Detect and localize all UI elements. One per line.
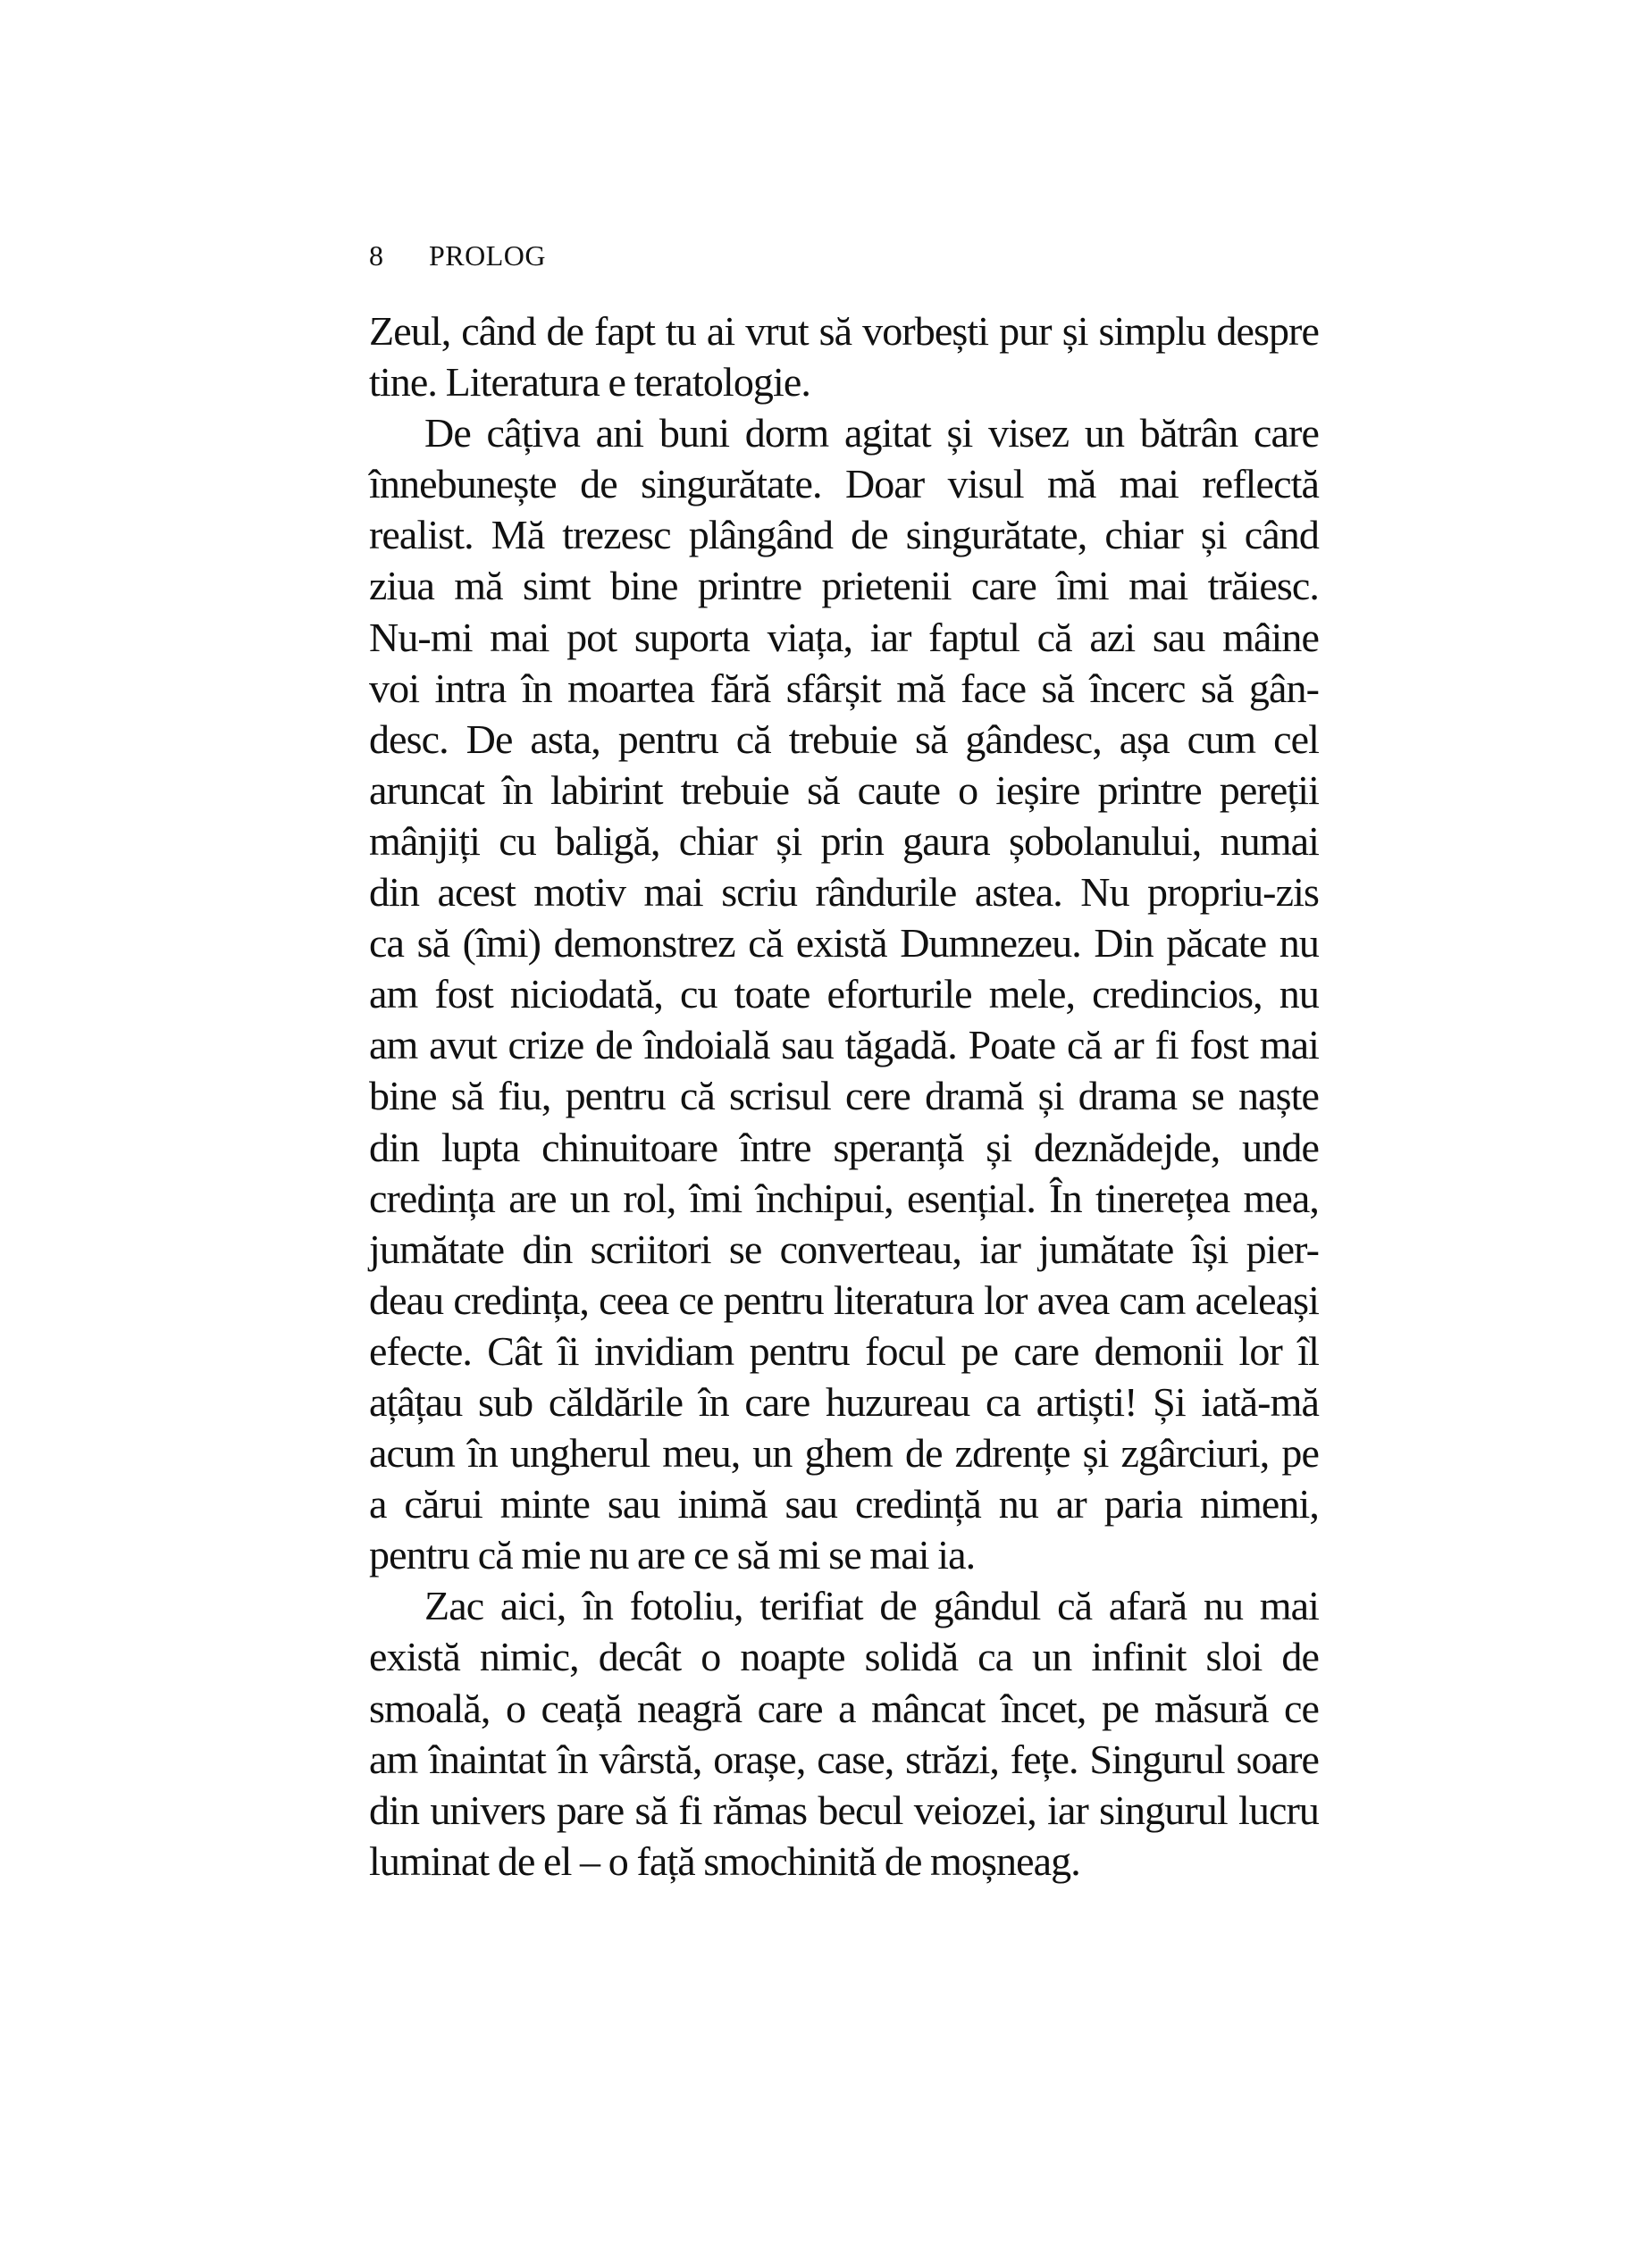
- text-line: din acest motiv mai scriu rândurile astea. Nu propriu-zis: [369, 869, 1319, 916]
- running-head: [369, 239, 546, 272]
- paragraph-2: [369, 407, 1319, 1580]
- text-line: De câțiva ani buni dorm agitat și visez un bătrân care: [424, 410, 1319, 456]
- text-line: pentru că mie nu are ce să mi se mai ia.: [369, 1532, 976, 1578]
- text-line: jumătate din scriitori se converteau, iar jumătate își pier-: [369, 1226, 1319, 1272]
- text-line: din lupta chinuitoare între speranță și deznădejde, unde: [369, 1124, 1319, 1170]
- text-line: acum în ungherul meu, un ghem de zdrențe și zgârciuri, pe: [369, 1430, 1319, 1477]
- text-line: smoală, o ceață neagră care a mâncat încet, pe măsură ce: [369, 1685, 1319, 1731]
- text-line: Zac aici, în fotoliu, terifiat de gândul că afară nu mai: [424, 1583, 1319, 1629]
- text-line: credința are un rol, îmi închipui, esențial. În tinerețea mea,: [369, 1175, 1319, 1221]
- text-line: am fost niciodată, cu toate eforturile mele, credincios, nu: [369, 971, 1319, 1017]
- text-line: mânjiți cu baligă, chiar și prin gaura șobolanului, numai: [369, 817, 1319, 864]
- body-text: [369, 305, 1319, 1887]
- text-line: realist. Mă trezesc plângând de singurătate, chiar și când: [369, 512, 1319, 558]
- text-line: desc. De asta, pentru că trebuie să gândesc, așa cum cel: [369, 716, 1319, 762]
- text-line: voi intra în moartea fără sfârșit mă face să încerc să gân-: [369, 665, 1319, 711]
- chapter-title: PROLOG: [429, 239, 547, 272]
- text-line: înnebunește de singurătate. Doar visul mă mai reflectă: [369, 461, 1319, 507]
- text-line: ziua mă simt bine printre prietenii care îmi mai trăiesc.: [369, 563, 1319, 609]
- text-line: am înaintat în vârstă, orașe, case, străzi, fețe. Singurul soare: [369, 1736, 1319, 1782]
- text-line: a cărui minte sau inimă sau credință nu ar paria nimeni,: [369, 1481, 1319, 1527]
- text-line: ațâțau sub căldările în care huzureau ca artiști! Și iată-mă: [369, 1378, 1319, 1425]
- paragraph-3: [369, 1580, 1319, 1887]
- text-line: am avut crize de îndoială sau tăgadă. Poate că ar fi fost mai: [369, 1022, 1319, 1068]
- paragraph-1: [369, 305, 1319, 407]
- text-line: luminat de el – o față smochinită de moșneag.: [369, 1837, 1080, 1884]
- text-line: deau credința, ceea ce pentru literatura lor avea cam aceleași: [369, 1276, 1319, 1323]
- page-number: 8: [369, 239, 384, 272]
- text-line: Nu-mi mai pot suporta viața, iar faptul că azi sau mâine: [369, 614, 1319, 660]
- text-line: bine să fiu, pentru că scrisul cere dramă și drama se naște: [369, 1073, 1319, 1119]
- text-line: efecte. Cât îi invidiam pentru focul pe care demonii lor îl: [369, 1327, 1319, 1374]
- text-line: Zeul, când de fapt tu ai vrut să vorbești pur și simplu despre: [369, 308, 1319, 354]
- text-line: din univers pare să fi rămas becul veiozei, iar singurul lucru: [369, 1787, 1319, 1833]
- text-line: există nimic, decât o noapte solidă ca un infinit sloi de: [369, 1634, 1319, 1680]
- text-line: aruncat în labirint trebuie să caute o ieșire printre pereții: [369, 766, 1319, 813]
- text-line: ca să (îmi) demonstrez că există Dumnezeu. Din păcate nu: [369, 920, 1319, 967]
- text-line: tine. Literatura e teratologie.: [369, 359, 811, 406]
